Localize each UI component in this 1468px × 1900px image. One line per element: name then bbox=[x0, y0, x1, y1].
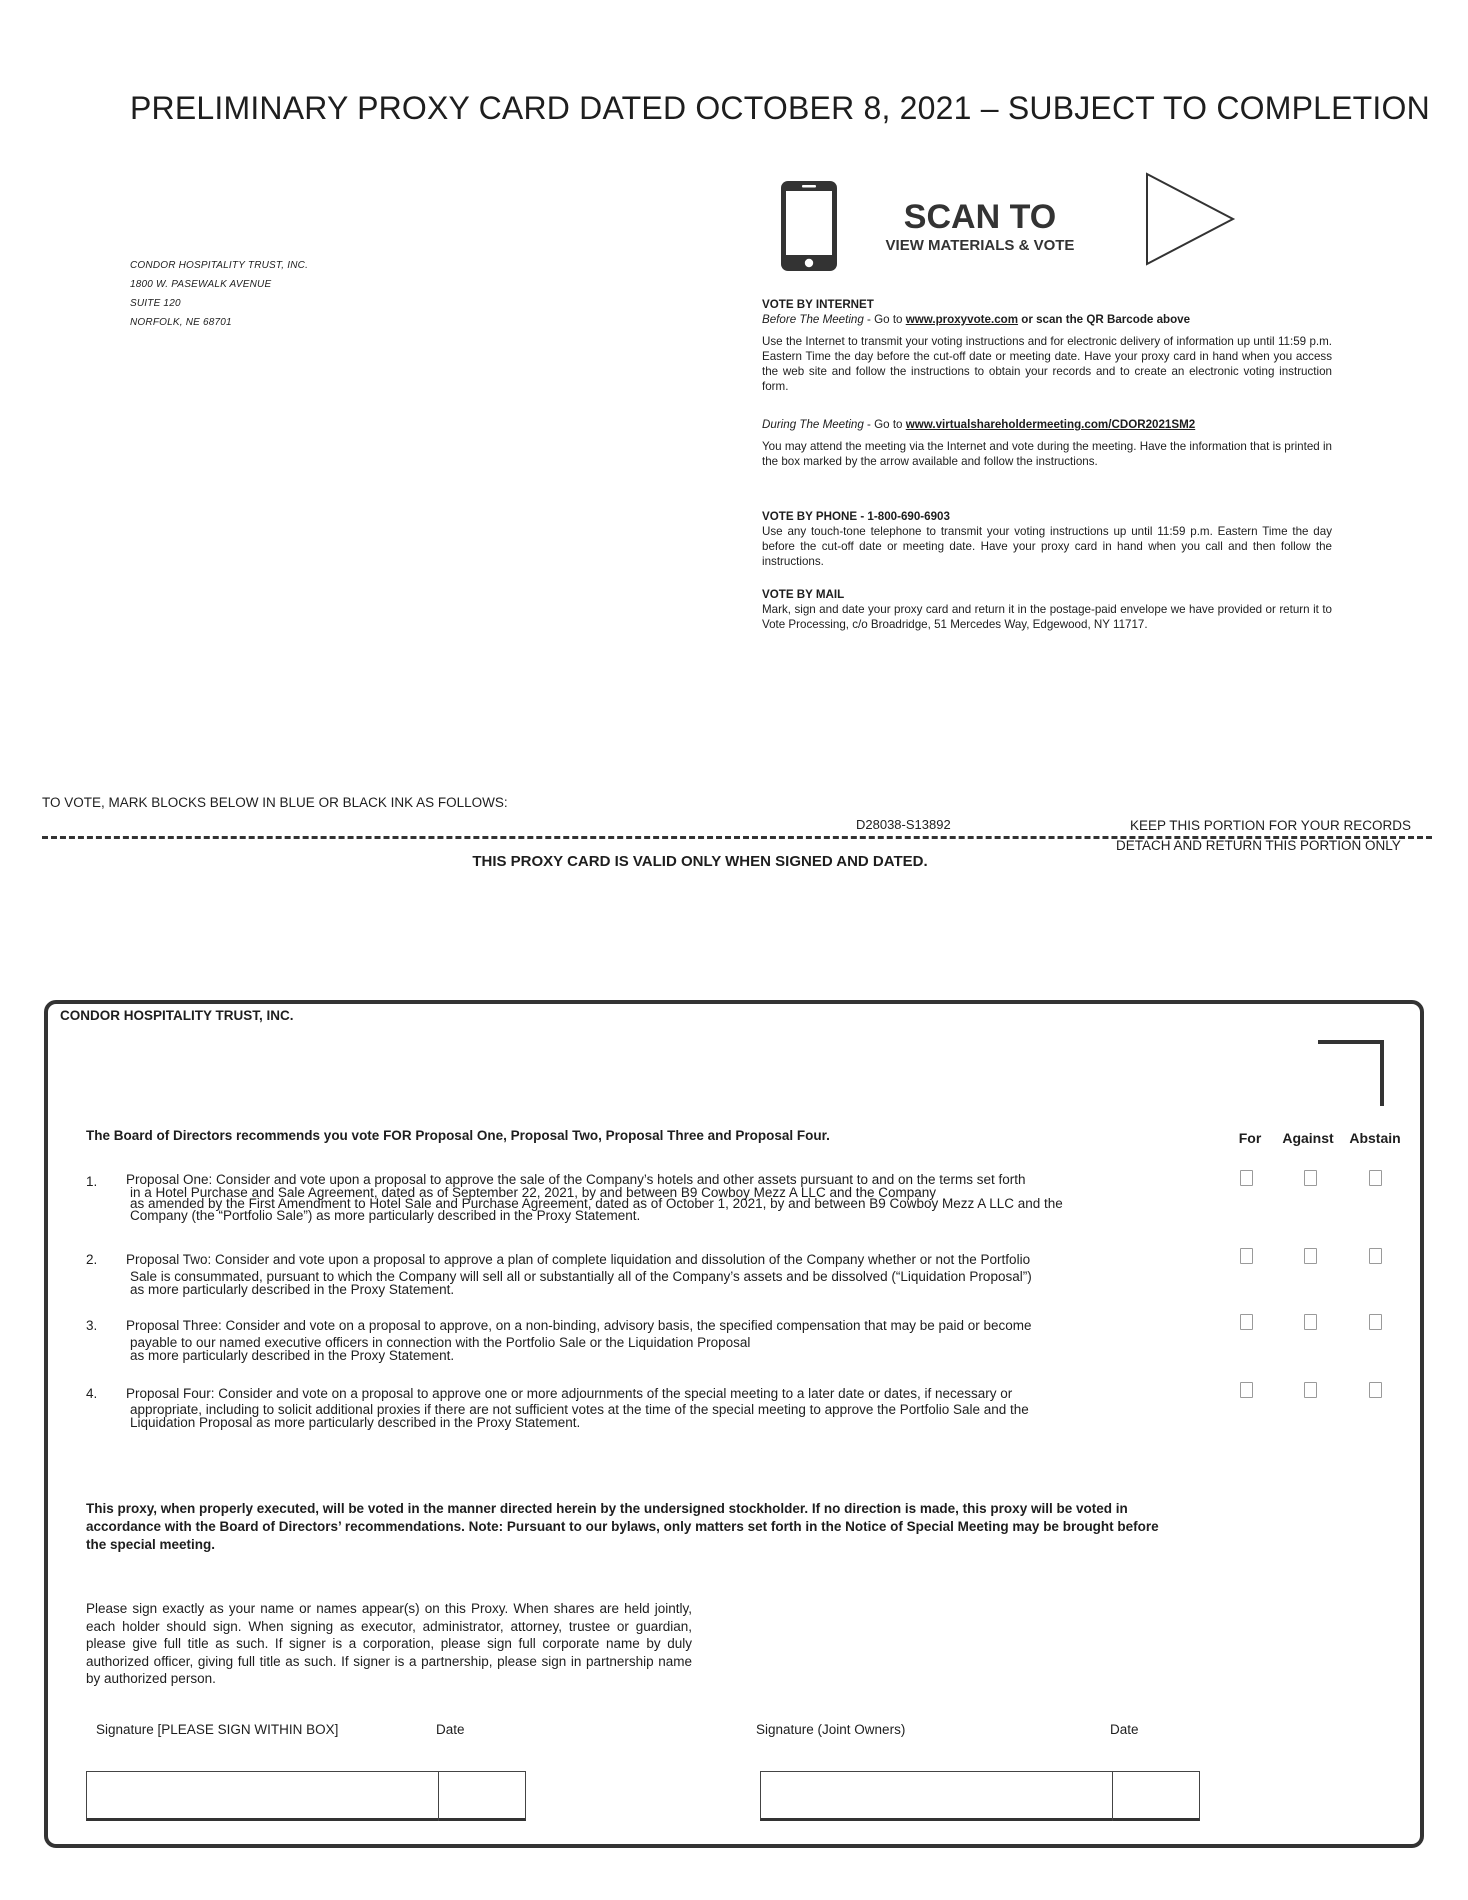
vote-mail-heading: VOTE BY MAIL bbox=[762, 588, 845, 601]
checkbox-proposal-1-for[interactable] bbox=[1240, 1170, 1253, 1186]
during-meeting-label: During The Meeting bbox=[762, 418, 864, 431]
during-goto-text: - Go to bbox=[863, 418, 906, 431]
joint-signature-date-box[interactable] bbox=[1112, 1771, 1201, 1821]
proposal-line: Company (the “Portfolio Sale”) as more particularly described in the Proxy Statement. bbox=[130, 1207, 641, 1223]
checkbox-proposal-1-abstain[interactable] bbox=[1369, 1170, 1382, 1186]
checkbox-proposal-1-against[interactable] bbox=[1304, 1170, 1317, 1186]
registration-corner-mark bbox=[1318, 1040, 1384, 1106]
address-line-street: 1800 W. PASEWALK AVENUE bbox=[130, 279, 272, 290]
vote-internet-section bbox=[762, 297, 1332, 469]
proposal-two-text bbox=[126, 1252, 1196, 1296]
smartphone-icon bbox=[780, 180, 838, 272]
before-meeting-label: Before The Meeting bbox=[762, 313, 864, 326]
proposal-three-text bbox=[126, 1318, 1196, 1362]
proxyvote-link[interactable]: www.proxyvote.com bbox=[905, 313, 1019, 326]
proposal-one-text bbox=[126, 1174, 1196, 1221]
column-header-against: Against bbox=[1282, 1130, 1334, 1146]
proposal-line: Proposal Four: Consider and vote on a proposal to approve one or more adjournments of the special meeting to a later date or dates, if necessary or bbox=[126, 1386, 1013, 1401]
vote-internet-during-body: You may attend the meeting via the Internet and vote during the meeting. Have the information that is printed in the box marked by the arrow available and follow the instructions. bbox=[762, 440, 1332, 468]
checkbox-proposal-3-against[interactable] bbox=[1304, 1314, 1317, 1330]
proposal-line: Proposal Three: Consider and vote on a proposal to approve, on a non-binding, advisory basis, the specified compensation that may be paid or become bbox=[126, 1318, 1032, 1333]
proposal-number: 3. bbox=[86, 1318, 98, 1333]
page-title: PRELIMINARY PROXY CARD DATED OCTOBER 8, 2021 – SUBJECT TO COMPLETION bbox=[130, 90, 1430, 126]
checkbox-proposal-2-against[interactable] bbox=[1304, 1248, 1317, 1264]
address-line-city: NORFOLK, NE 68701 bbox=[130, 317, 232, 328]
card-company-name: CONDOR HOSPITALITY TRUST, INC. bbox=[60, 1008, 294, 1023]
proposal-line: as amended by the First Amendment to Hotel Sale and Purchase Agreement, dated as of October 1, 2021, by and between B9 Cowboy Mezz A LLC and the bbox=[130, 1196, 1063, 1211]
signature-label: Signature [PLEASE SIGN WITHIN BOX] bbox=[96, 1722, 339, 1737]
detach-portion-label: DETACH AND RETURN THIS PORTION ONLY bbox=[1116, 838, 1401, 853]
address-line-suite: SUITE 120 bbox=[130, 298, 181, 309]
vote-internet-heading: VOTE BY INTERNET bbox=[762, 298, 874, 311]
checkbox-proposal-2-abstain[interactable] bbox=[1369, 1248, 1382, 1264]
vote-internet-before-line bbox=[762, 312, 1332, 327]
vote-mail-section bbox=[762, 587, 1332, 632]
checkbox-proposal-4-abstain[interactable] bbox=[1369, 1382, 1382, 1398]
column-header-abstain: Abstain bbox=[1349, 1130, 1401, 1146]
control-code: D28038-S13892 bbox=[856, 817, 951, 832]
proposal-line: in a Hotel Purchase and Sale Agreement, dated as of September 22, 2021, by and between B9 Cowboy Mezz A LLC and the Company bbox=[130, 1184, 937, 1200]
proposal-number: 1. bbox=[86, 1174, 98, 1189]
proposal-line: Proposal One: Consider and vote upon a proposal to approve the sale of the Company’s hotels and other assets pursuant to and on the terms set forth bbox=[126, 1172, 1026, 1187]
proposal-line: appropriate, including to solicit additional proxies if there are not sufficient votes at the time of the special meeting to approve the Portfolio Sale and the bbox=[130, 1402, 1029, 1417]
proposal-four-text bbox=[126, 1386, 1196, 1429]
vote-mail-body: Mark, sign and date your proxy card and return it in the postage-paid envelope we have provided or return it to Vote Processing, c/o Broadridge, 51 Mercedes Way, Edgewood, NY 11717. bbox=[762, 603, 1332, 631]
signature-date-box[interactable] bbox=[438, 1771, 527, 1821]
column-header-for: For bbox=[1238, 1130, 1262, 1146]
proposal-line: as more particularly described in the Proxy Statement. bbox=[130, 1282, 455, 1297]
arrow-right-outline-icon bbox=[1145, 172, 1237, 266]
proposal-line: as more particularly described in the Proxy Statement. bbox=[130, 1348, 455, 1363]
keep-portion-label: KEEP THIS PORTION FOR YOUR RECORDS bbox=[1130, 818, 1412, 833]
board-recommendation: The Board of Directors recommends you vote FOR Proposal One, Proposal Two, Proposal Three and Proposal Four. bbox=[86, 1128, 830, 1143]
vote-internet-body: Use the Internet to transmit your voting instructions and for electronic delivery of information up until 11:59 p.m. Eastern Time the day before the cut-off date or meeting date. Have your proxy card in hand when you access the web site and follow the instructions to obtain your records and to create an electronic voting instruction form. bbox=[762, 335, 1332, 393]
before-tail-text: or scan the QR Barcode above bbox=[1018, 313, 1191, 326]
proposal-line: Proposal Two: Consider and vote upon a proposal to approve a plan of complete liquidation and dissolution of the Company whether or not the Portfolio bbox=[126, 1252, 1031, 1267]
checkbox-proposal-3-abstain[interactable] bbox=[1369, 1314, 1382, 1330]
address-line-company: CONDOR HOSPITALITY TRUST, INC. bbox=[130, 260, 309, 271]
before-goto-text: - Go to bbox=[863, 313, 906, 326]
to-vote-instructions: TO VOTE, MARK BLOCKS BELOW IN BLUE OR BLACK INK AS FOLLOWS: bbox=[42, 795, 508, 810]
vote-phone-section bbox=[762, 509, 1332, 569]
virtual-meeting-link[interactable]: www.virtualshareholdermeeting.com/CDOR2021SM2 bbox=[905, 418, 1196, 431]
checkbox-proposal-4-for[interactable] bbox=[1240, 1382, 1253, 1398]
scan-subtitle: VIEW MATERIALS & VOTE bbox=[885, 237, 1075, 254]
proposal-line: payable to our named executive officers in connection with the Portfolio Sale or the Liquidation Proposal bbox=[130, 1335, 751, 1350]
vote-phone-heading: VOTE BY PHONE - 1-800-690-6903 bbox=[762, 510, 950, 523]
vote-internet-during-line bbox=[762, 417, 1332, 432]
scan-title: SCAN TO bbox=[903, 198, 1057, 236]
joint-signature-label: Signature (Joint Owners) bbox=[756, 1722, 906, 1737]
proposal-number: 4. bbox=[86, 1386, 98, 1401]
proposal-number: 2. bbox=[86, 1252, 98, 1267]
date-label: Date bbox=[436, 1722, 465, 1737]
vote-phone-body: Use any touch-tone telephone to transmit your voting instructions up until 11:59 p.m. Eastern Time the day before the cut-off date or meeting date. Have your proxy card in hand when you call and then follow the instructions. bbox=[762, 525, 1332, 568]
signing-instructions: Please sign exactly as your name or names appear(s) on this Proxy. When shares are held jointly, each holder should sign. When signing as executor, administrator, attorney, trustee or guardian, please give full title as such. If signer is a corporation, please sign full corporate name by duly authorized officer, giving full title as such. If signer is a partnership, please sign in partnership name by authorized person. bbox=[86, 1601, 692, 1686]
proposal-line: Liquidation Proposal as more particularly described in the Proxy Statement. bbox=[130, 1415, 581, 1430]
proxy-execution-note: This proxy, when properly executed, will be voted in the manner directed herein by the undersigned stockholder. If no direction is made, this proxy will be voted in accordance with the Board of Directors’ recommendations. Note: Pursuant to our bylaws, only matters set forth in the Notice of Special Meeting may be brought before the special meeting. bbox=[86, 1501, 1159, 1552]
checkbox-proposal-3-for[interactable] bbox=[1240, 1314, 1253, 1330]
proposal-line: Sale is consummated, pursuant to which the Company will sell all or substantially all of the Company’s assets and be dissolved (“Liquidation Proposal”) bbox=[130, 1269, 1032, 1284]
valid-notice: THIS PROXY CARD IS VALID ONLY WHEN SIGNED AND DATED. bbox=[472, 853, 928, 870]
checkbox-proposal-2-for[interactable] bbox=[1240, 1248, 1253, 1264]
checkbox-proposal-4-against[interactable] bbox=[1304, 1382, 1317, 1398]
joint-date-label: Date bbox=[1110, 1722, 1139, 1737]
